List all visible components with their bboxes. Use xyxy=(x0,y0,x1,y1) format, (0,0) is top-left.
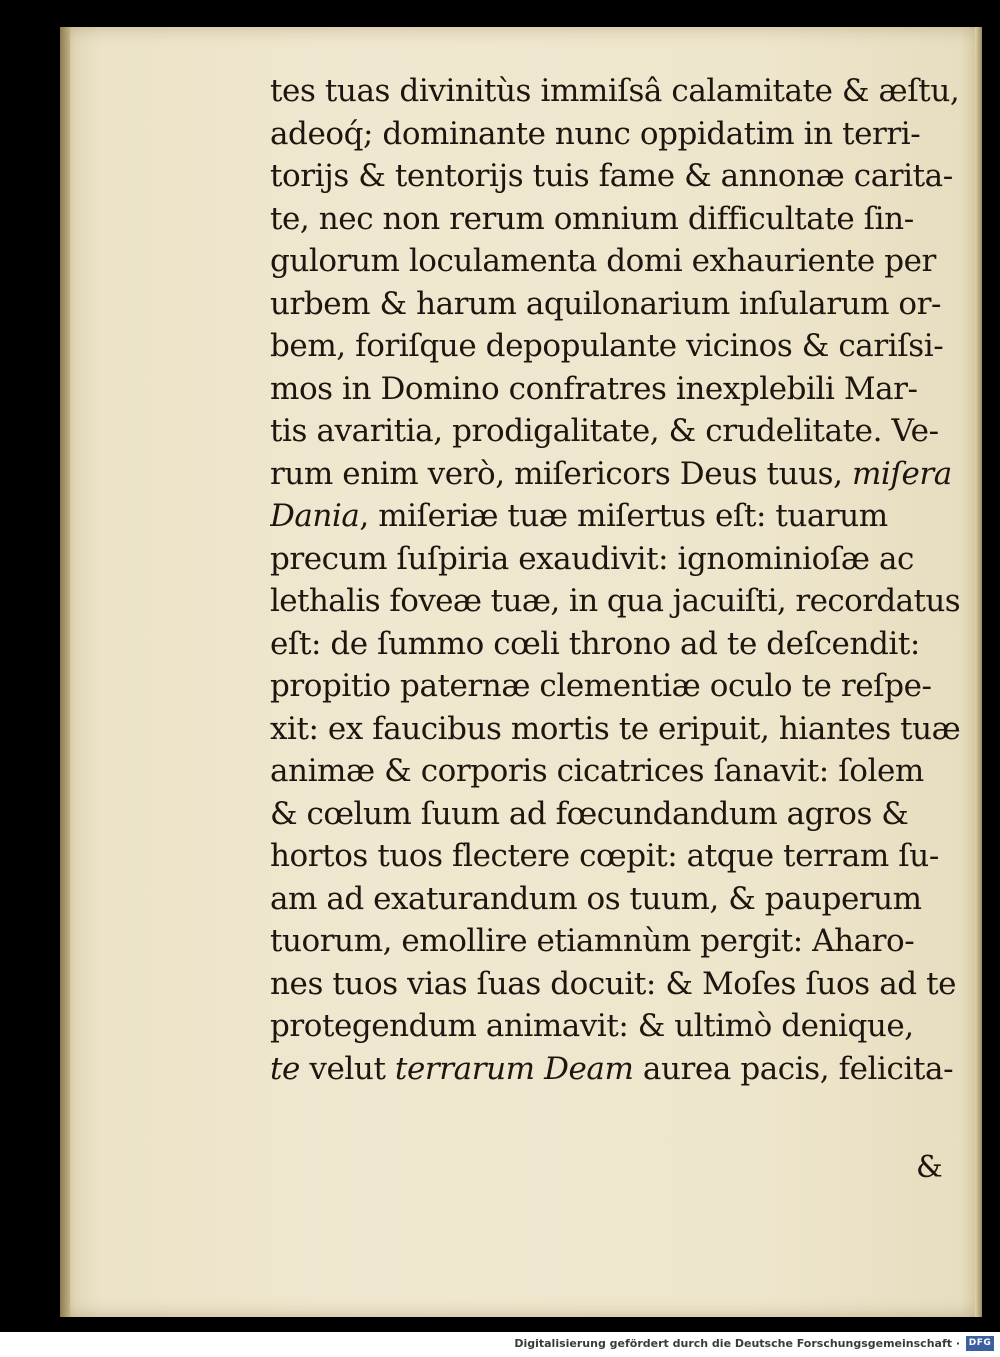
text-segment: tes tuas divinitùs immiſsâ calamitate & æſtu, xyxy=(270,73,960,109)
page-fore-edge xyxy=(975,27,982,1317)
text-segment: tuorum, emollire etiamnùm pergit: Aharo- xyxy=(270,923,915,959)
text-line xyxy=(270,198,970,241)
text-segment: te, nec non rerum omnium difficultate ſin- xyxy=(270,200,914,237)
text-segment: tis avaritia, prodigalitate, & crudelitate. Ve- xyxy=(270,413,939,449)
text-line xyxy=(270,878,970,921)
text-line xyxy=(270,368,970,411)
text-line xyxy=(270,835,970,878)
text-segment: nes tuos vias ſuas docuit: & Moſes ſuos ad te xyxy=(270,965,957,1002)
text-line xyxy=(270,155,970,198)
italic-text: terrarum Deam xyxy=(394,1050,634,1087)
footer-bar xyxy=(0,1332,1000,1357)
text-segment: am ad exaturandum os tuum, & pauperum xyxy=(270,880,922,917)
text-segment: urbem & harum aquilonarium inſularum or- xyxy=(270,285,942,322)
text-segment: lethalis foveæ tuæ, in qua jacuiſti, recordatus xyxy=(270,583,961,619)
text-segment: animæ & corporis cicatrices ſanavit: ſolem xyxy=(270,753,924,789)
catchword: & xyxy=(916,1150,943,1185)
text-segment: aurea pacis, felicita- xyxy=(633,1050,954,1087)
page-binding-edge xyxy=(60,27,70,1317)
text-line xyxy=(270,920,970,963)
text-line xyxy=(270,70,970,113)
text-line xyxy=(270,538,970,581)
text-line xyxy=(270,623,970,666)
body-text xyxy=(270,70,970,1090)
text-segment: velut xyxy=(299,1050,395,1087)
text-line xyxy=(270,665,970,708)
text-segment: eſt: de ſummo cœli throno ad te deſcendit: xyxy=(270,625,920,662)
text-line xyxy=(270,1048,970,1091)
text-segment: protegendum animavit: & ultimò denique, xyxy=(270,1008,914,1044)
italic-text: Dania xyxy=(270,498,360,534)
text-segment: adeoq́; dominante nunc oppidatim in terri- xyxy=(270,115,921,152)
text-line xyxy=(270,708,970,751)
text-line xyxy=(270,325,970,368)
text-line xyxy=(270,410,970,453)
text-segment: precum ſuſpiria exaudivit: ignominioſæ ac xyxy=(270,540,914,577)
text-line xyxy=(270,283,970,326)
text-segment: torijs & tentorijs tuis fame & annonæ carita- xyxy=(270,158,953,194)
text-line xyxy=(270,1005,970,1048)
text-segment: bem, foriſque depopulante vicinos & cariſsi- xyxy=(270,328,944,364)
text-line xyxy=(270,495,970,538)
text-segment: rum enim verò, miſericors Deus tuus, xyxy=(270,455,852,492)
text-line xyxy=(270,793,970,836)
text-segment: hortos tuos flectere cœpit: atque terram ſu- xyxy=(270,838,939,874)
text-segment: mos in Domino confratres inexplebili Mar- xyxy=(270,370,918,407)
text-segment: xit: ex faucibus mortis te eripuit, hiantes tuæ xyxy=(270,710,961,747)
text-segment: propitio paternæ clementiæ oculo te reſpe- xyxy=(270,668,932,704)
text-segment: & cœlum ſuum ad fœcundandum agros & xyxy=(270,795,909,832)
italic-text: te xyxy=(270,1050,300,1087)
funding-credit: Digitalisierung gefördert durch die Deutsche Forschungsgemeinschaft · xyxy=(514,1337,960,1350)
dfg-logo-icon: DFG xyxy=(966,1336,994,1351)
text-segment: gulorum loculamenta domi exhauriente per xyxy=(270,243,936,279)
text-line xyxy=(270,963,970,1006)
text-line xyxy=(270,453,970,496)
text-line xyxy=(270,113,970,156)
text-line xyxy=(270,750,970,793)
italic-text: miſera xyxy=(851,455,952,492)
text-segment: , miſeriæ tuæ miſertus eſt: tuarum xyxy=(359,498,888,534)
text-line xyxy=(270,240,970,283)
text-line xyxy=(270,580,970,623)
